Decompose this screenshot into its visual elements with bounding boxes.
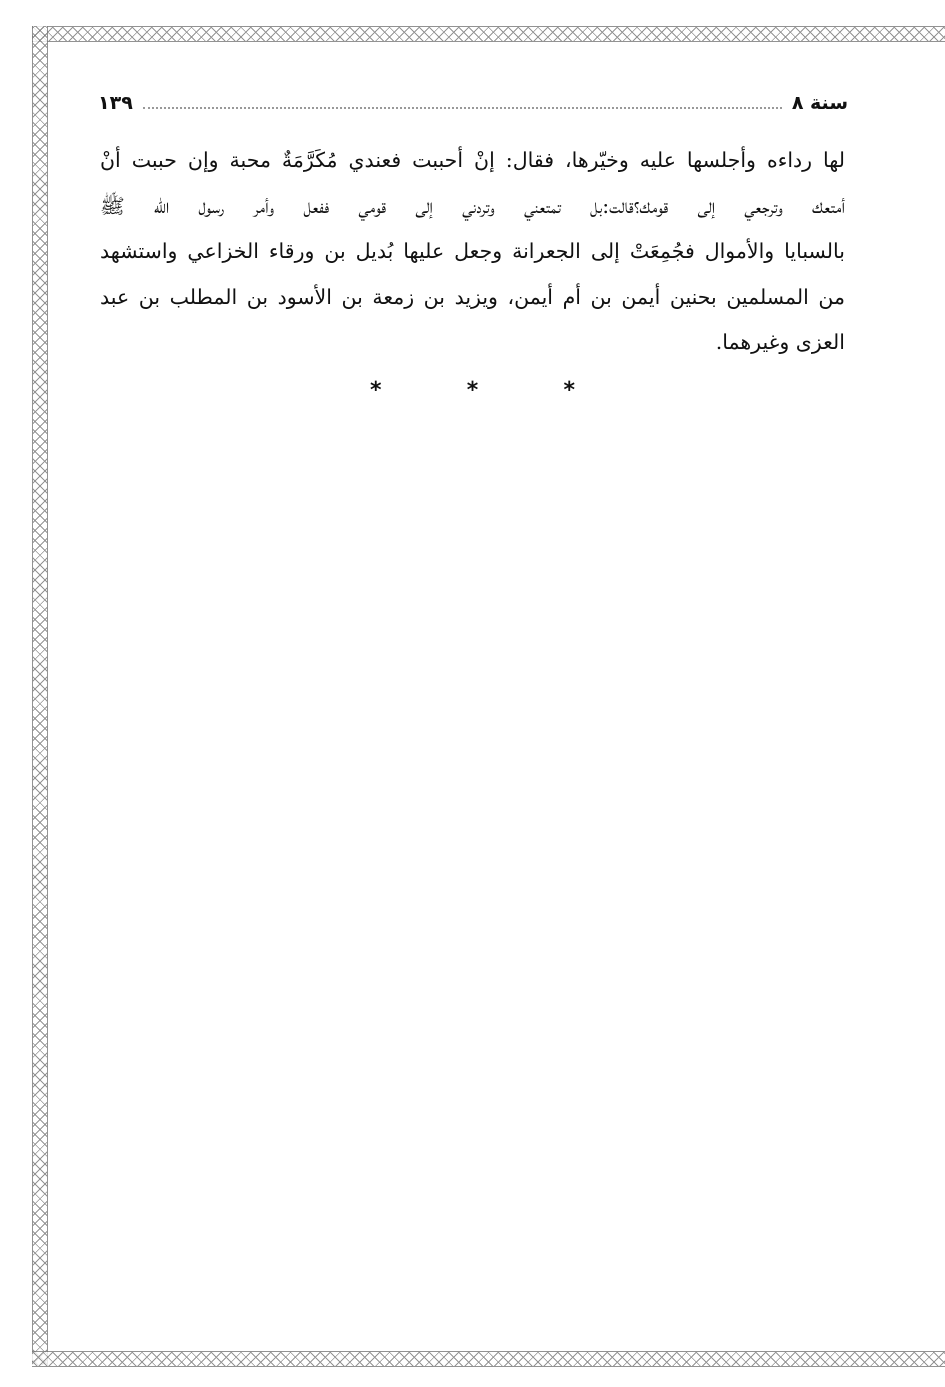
asterisk-icon: * — [563, 378, 575, 403]
asterisk-icon: * — [466, 378, 479, 403]
asterisk-icon: * — [370, 378, 382, 403]
page-border-left — [32, 26, 48, 1365]
running-title: سنة ٨ — [791, 92, 848, 114]
dotted-leader — [143, 107, 782, 109]
section-separator — [370, 378, 575, 403]
page-border-bottom — [32, 1351, 945, 1367]
body-paragraph — [100, 138, 845, 366]
page-number: ١٣٩ — [98, 92, 133, 114]
text-line: أمتعك وترجعي إلى قومك؟قالت:بل تمتعني وتردني إلى قومي ففعل وأمر رسول الله ﷺ — [100, 193, 845, 218]
page-header — [98, 88, 848, 118]
text-line: من المسلمين بحنين أيمن بن أم أيمن، ويزيد بن زمعة بن الأسود بن المطلب بن عبد — [100, 284, 845, 309]
text-line: العزى وغيرهما. — [715, 330, 845, 354]
text-line: بالسبايا والأموال فجُمِعَتْ إلى الجعرانة وجعل عليها بُديل بن ورقاء الخزاعي واستشهد — [100, 239, 845, 263]
text-line: لها رداءه وأجلسها عليه وخيّرها، فقال: إنْ أحببت فعندي مُكَرَّمَةٌ محبة وإن حببت أنْ — [100, 148, 845, 172]
page-border-top — [32, 26, 945, 42]
